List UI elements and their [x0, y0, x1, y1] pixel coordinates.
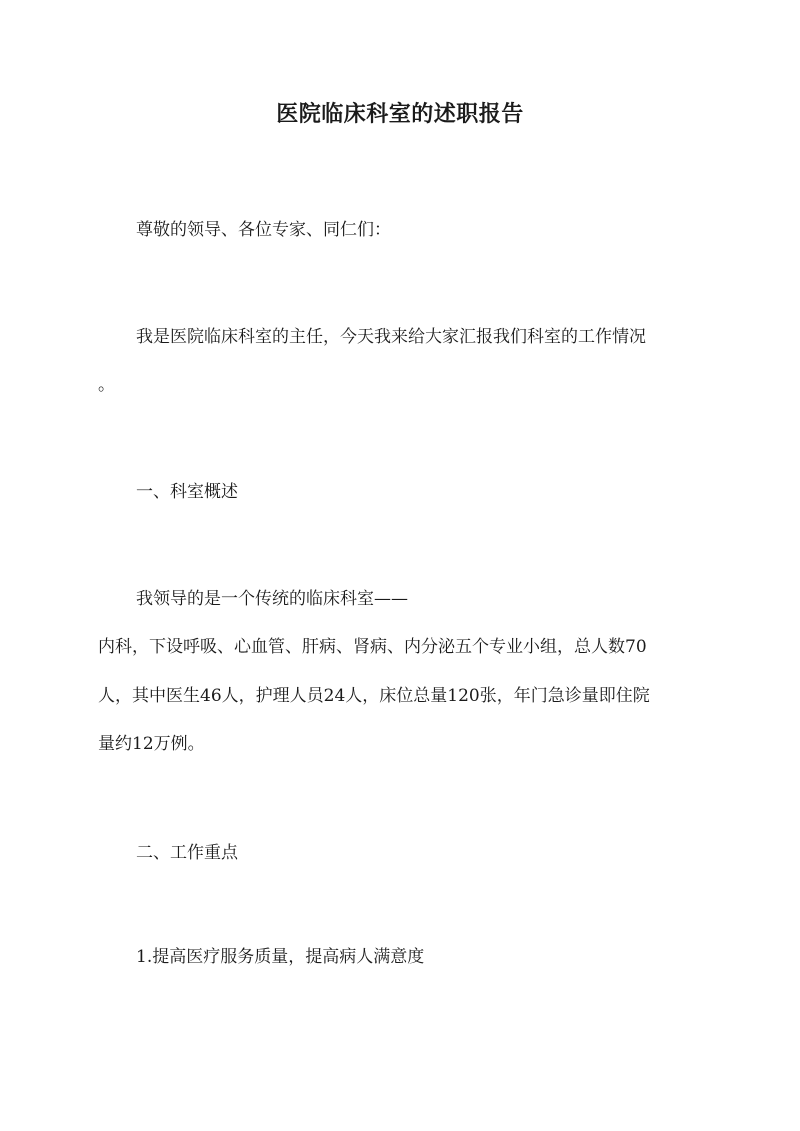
section1-para-line-4: 量约12万例。 [98, 734, 205, 754]
section1-para-line-2: 内科，下设呼吸、心血管、肝病、肾病、内分泌五个专业小组，总人数70 [98, 637, 647, 657]
document-title: 医院临床科室的述职报告 [276, 101, 524, 127]
intro-line-1: 我是医院临床科室的主任，今天我来给大家汇报我们科室的工作情况 [136, 327, 646, 347]
section1-para-line-1: 我领导的是一个传统的临床科室—— [136, 589, 408, 609]
salutation: 尊敬的领导、各位专家、同仁们： [136, 220, 391, 240]
section1-heading: 一、科室概述 [136, 482, 238, 502]
section2-item-1: 1.提高医疗服务质量，提高病人满意度 [136, 947, 425, 967]
intro-line-2: 。 [98, 375, 115, 395]
section1-para-line-3: 人，其中医生46人，护理人员24人，床位总量120张，年门急诊量即住院 [98, 686, 650, 706]
section2-heading: 二、工作重点 [136, 843, 238, 863]
